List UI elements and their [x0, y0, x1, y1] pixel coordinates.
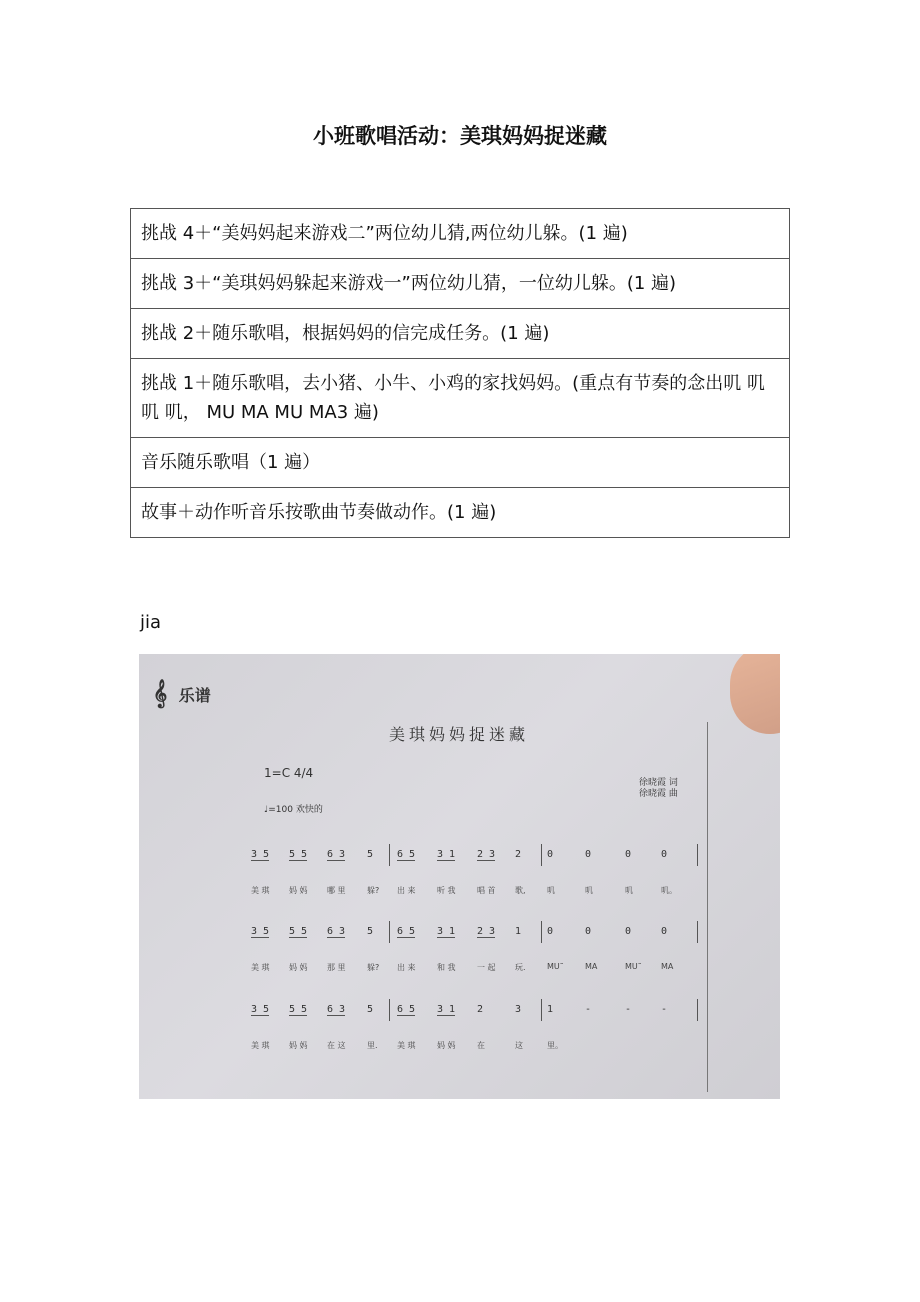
- note: 0: [625, 849, 632, 860]
- table-row: [131, 438, 790, 488]
- lyric: 美 琪: [397, 1041, 416, 1050]
- bar-line: [697, 921, 698, 943]
- page-title: 小班歌唱活动：美琪妈妈捉迷藏: [313, 124, 607, 148]
- bar-line: [389, 999, 390, 1021]
- bar-line: [697, 844, 698, 866]
- note: 1: [547, 1004, 554, 1015]
- note: 5: [367, 926, 374, 937]
- note: 3 1: [437, 1004, 456, 1015]
- lyric: 躲?: [367, 886, 380, 895]
- note: 0: [585, 849, 592, 860]
- note: 6 3: [327, 1004, 346, 1015]
- notes-line: [139, 1004, 780, 1024]
- lyric: 听 我: [437, 886, 456, 895]
- lyric: 妈 妈: [289, 1041, 308, 1050]
- lyric: MA: [661, 962, 674, 971]
- note: 3 5: [251, 926, 270, 937]
- table-row: [131, 309, 790, 359]
- lyric: 那 里: [327, 963, 346, 972]
- note: 6 5: [397, 1004, 416, 1015]
- table-row: [131, 359, 790, 438]
- lyric: MU˜: [625, 962, 642, 971]
- table-cell: 故事＋动作听音乐按歌曲节奏做动作。(1 遍): [131, 488, 790, 538]
- lyric: 在 这: [327, 1041, 346, 1050]
- lyricist: 徐晓霞 词: [639, 778, 678, 788]
- lyric: 叽: [585, 886, 593, 895]
- note: 3 1: [437, 849, 456, 860]
- note: 6 5: [397, 926, 416, 937]
- page-edge: [707, 722, 708, 1092]
- bar-line: [389, 844, 390, 866]
- note: 0: [585, 926, 592, 937]
- note: 1: [515, 926, 522, 937]
- lyric: 美 琪: [251, 1041, 270, 1050]
- stray-text: jia: [140, 612, 162, 633]
- table-cell: 挑战 1＋随乐歌唱，去小猪、小牛、小鸡的家找妈妈。(重点有节奏的念出叽 叽 叽 叽， MU MA MU MA3 遍): [131, 359, 790, 438]
- note: 6 5: [397, 849, 416, 860]
- bar-line: [697, 999, 698, 1021]
- lyric: 一 起: [477, 963, 496, 972]
- note: 5: [367, 849, 374, 860]
- activity-plan-table: [130, 208, 790, 538]
- note: -: [661, 1004, 668, 1015]
- table-cell: 挑战 3＋“美琪妈妈躲起来游戏一”两位幼儿猜，一位幼儿躲。(1 遍): [131, 259, 790, 309]
- song-credits: [639, 778, 678, 800]
- note: 0: [661, 926, 668, 937]
- song-tempo: ♩=100 欢快的: [264, 805, 323, 815]
- lyric: 里.: [367, 1041, 378, 1050]
- note: 3 1: [437, 926, 456, 937]
- note: 2 3: [477, 926, 496, 937]
- lyric: 里。: [547, 1041, 563, 1050]
- note: -: [585, 1004, 592, 1015]
- note: 2: [477, 1004, 484, 1015]
- lyric: 叽: [547, 886, 555, 895]
- bar-line: [541, 844, 542, 866]
- table-cell: 音乐随乐歌唱（1 遍）: [131, 438, 790, 488]
- table-row: [131, 259, 790, 309]
- note: 5 5: [289, 849, 308, 860]
- score-brand-label: 乐谱: [178, 686, 211, 705]
- lyric: 躲?: [367, 963, 380, 972]
- notes-line: [139, 849, 780, 869]
- note: 0: [547, 849, 554, 860]
- finger-shape: [730, 654, 780, 734]
- note: 0: [547, 926, 554, 937]
- song-title: 美琪妈妈捉迷藏: [388, 725, 529, 744]
- note: 5 5: [289, 926, 308, 937]
- bar-line: [541, 999, 542, 1021]
- music-clef-icon: 𝄞: [153, 678, 168, 707]
- lyric: 歌,: [515, 886, 526, 895]
- lyric: 妈 妈: [437, 1041, 456, 1050]
- table-row: [131, 488, 790, 538]
- sheet-music-photo: [139, 654, 780, 1099]
- note: 6 3: [327, 926, 346, 937]
- note: -: [625, 1004, 632, 1015]
- lyric: 哪 里: [327, 886, 346, 895]
- note: 2: [515, 849, 522, 860]
- note: 6 3: [327, 849, 346, 860]
- notes-line: [139, 926, 780, 946]
- note: 5: [367, 1004, 374, 1015]
- lyric: 这: [515, 1041, 523, 1050]
- lyric: 叽。: [661, 886, 677, 895]
- composer: 徐晓霞 曲: [639, 789, 678, 799]
- lyric: 唱 首: [477, 886, 496, 895]
- note: 3 5: [251, 849, 270, 860]
- lyric: 和 我: [437, 963, 456, 972]
- bar-line: [541, 921, 542, 943]
- note: 0: [661, 849, 668, 860]
- lyric: 美 琪: [251, 963, 270, 972]
- table-cell: 挑战 2＋随乐歌唱，根据妈妈的信完成任务。(1 遍): [131, 309, 790, 359]
- note: 3 5: [251, 1004, 270, 1015]
- song-key: 1=C 4/4: [264, 766, 314, 780]
- lyric: 玩.: [515, 963, 526, 972]
- bar-line: [389, 921, 390, 943]
- lyrics-line: [139, 885, 780, 905]
- note: 0: [625, 926, 632, 937]
- lyric: MU˜: [547, 962, 564, 971]
- note: 3: [515, 1004, 522, 1015]
- table-row: [131, 209, 790, 259]
- lyric: 出 来: [397, 886, 416, 895]
- lyric: 叽: [625, 886, 633, 895]
- lyric: 妈 妈: [289, 886, 308, 895]
- lyric: 出 来: [397, 963, 416, 972]
- lyrics-line: [139, 1040, 780, 1060]
- lyric: 美 琪: [251, 886, 270, 895]
- note: 2 3: [477, 849, 496, 860]
- lyrics-line: [139, 962, 780, 982]
- lyric: 妈 妈: [289, 963, 308, 972]
- score-brand: [153, 678, 211, 707]
- note: 5 5: [289, 1004, 308, 1015]
- lyric: 在: [477, 1041, 485, 1050]
- table-cell: 挑战 4＋“美妈妈起来游戏二”两位幼儿猜,两位幼儿躲。(1 遍): [131, 209, 790, 259]
- lyric: MA: [585, 962, 598, 971]
